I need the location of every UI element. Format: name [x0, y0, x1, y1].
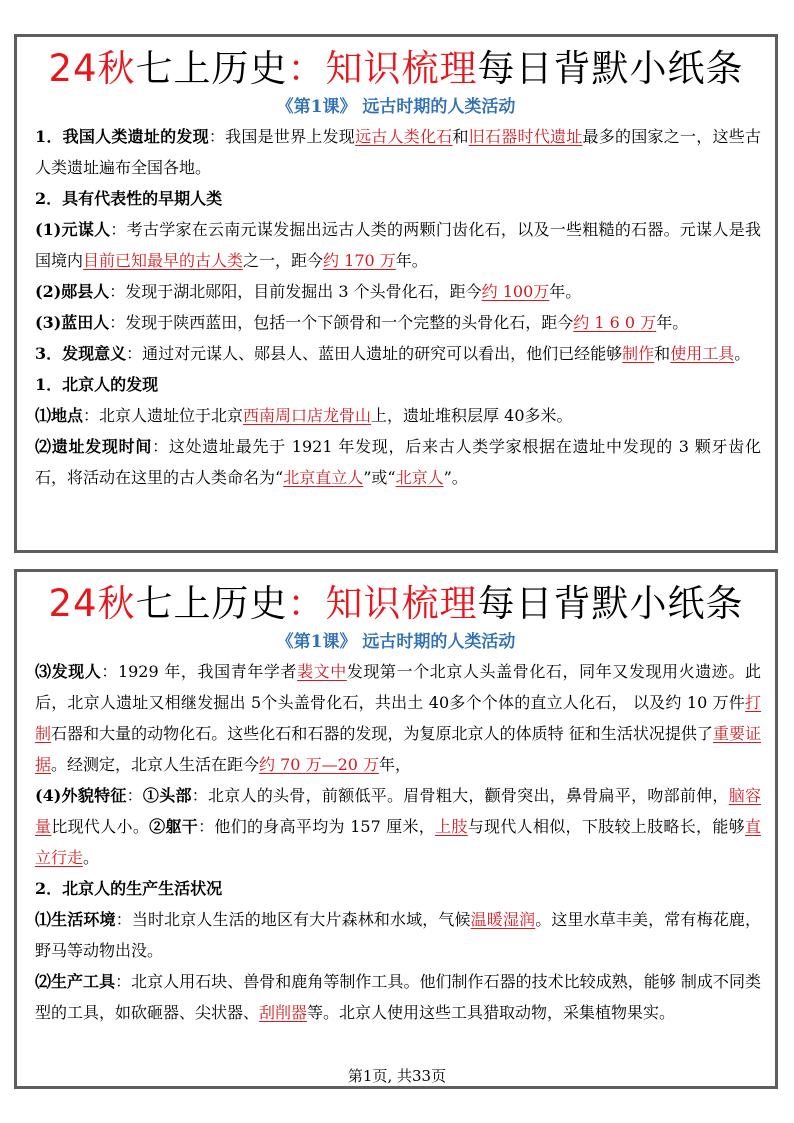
body-text: 最多的国家之一，这些古人类遗址遍布全国各地。 [35, 127, 761, 177]
paragraph [35, 307, 761, 338]
title-tail: 每日背默小纸条 [477, 582, 744, 625]
body-text: 上，遗址堆积层厚 40多米。 [371, 406, 573, 425]
heading-text: 2．北京人的生产生活状况 [35, 879, 223, 898]
body-text: 和 [654, 344, 671, 363]
title-subject: 七上历史 [135, 582, 288, 625]
card-title [17, 580, 775, 628]
key-term: 西南周口店龙骨山 [243, 406, 372, 425]
body-text: ”。 [443, 468, 468, 487]
heading-text: (4)外貌特征 [35, 786, 127, 805]
paragraph [35, 904, 761, 966]
body-text: ：这处遗址最先于 1921 年发现，后来古人类学家根据在遗址中发现的 3 颗牙齿化石，将活动在这里的古人类命名为“ [35, 437, 761, 487]
study-card-1 [14, 34, 778, 553]
body-text: ：发现于陕西蓝田，包括一个下颌骨和一个完整的头骨化石，距今 [109, 313, 574, 332]
title-topic: 知识梳理 [325, 582, 478, 625]
title-subject: 七上历史 [135, 47, 288, 90]
heading-text: 2．具有代表性的早期人类 [35, 189, 223, 208]
heading-text: ⑵遗址发现时间 [35, 437, 153, 456]
heading-text: ②躯干 [149, 817, 199, 836]
body-text: 和 [452, 127, 469, 146]
key-term: 裴文中 [297, 662, 347, 681]
heading-text: ①头部 [142, 786, 192, 805]
key-term: 约 70 万—20 万 [259, 755, 380, 774]
body-text: ：北京人遗址位于北京 [83, 406, 244, 425]
heading-text: 3．发现意义 [35, 344, 127, 363]
paragraph [35, 338, 761, 369]
key-term: 打制 [35, 693, 761, 743]
key-term: 直立行走 [35, 817, 761, 867]
paragraph [35, 121, 761, 183]
paragraph [35, 780, 761, 873]
page-footer: 第1页, 共33页 [347, 1067, 447, 1085]
body-text: 石器和大量的动物化石。这些化石和石器的发现，为复原北京人的体质特 征和生活状况提供了 [51, 724, 713, 743]
body-text: 比现代人小。 [51, 817, 150, 836]
body-text: ： [126, 786, 143, 805]
heading-text: ⑴地点 [35, 406, 84, 425]
key-term: 上肢 [435, 817, 468, 836]
body-text: 之一，距今 [243, 251, 324, 270]
paragraph [35, 400, 761, 431]
heading-text: 1．我国人类遗址的发现 [35, 127, 209, 146]
key-term: 目前已知最早的古人类 [83, 251, 244, 270]
body-text: ：1929 年，我国青年学者 [101, 662, 298, 681]
paragraph [35, 369, 761, 400]
key-term: 远古人类化石 [355, 127, 453, 146]
title-season: 24秋 [48, 582, 136, 625]
heading-text: (1)元谋人 [35, 220, 111, 239]
body-text: 。经测定，北京人生活在距今 [51, 755, 260, 774]
title-colon: ： [287, 47, 326, 90]
card-body [17, 656, 775, 1028]
body-text: ：北京人的头骨，前额低平。眉骨粗大，颧骨突出，鼻骨扁平，吻部前伸， [191, 786, 729, 805]
body-text: 。 [734, 344, 751, 363]
key-term: 重要证据 [35, 724, 761, 774]
key-term: 约 1 6 0 万 [573, 313, 657, 332]
body-text: 年， [379, 755, 412, 774]
body-text: ：考古学家在云南元谋发掘出远古人类的两颗门齿化石，以及一些粗糙的石器。元谋人是我国境内 [35, 220, 761, 270]
body-text: ：他们的身高平均为 157 厘米， [198, 817, 436, 836]
key-term: 刮削器 [259, 1003, 308, 1022]
paragraph [35, 431, 761, 493]
key-term: 北京直立人 [283, 468, 364, 487]
body-text: ：通过对元谋人、郧县人、蓝田人遗址的研究可以看出，他们已经能够 [126, 344, 623, 363]
lesson-subtitle: 《第1课》 远古时期的人类活动 [276, 632, 516, 652]
body-text: 年。 [549, 282, 582, 301]
body-text: ：我国是世界上发现 [208, 127, 356, 146]
body-text: ：北京人用石块、兽骨和鹿角等制作工具。他们制作石器的技术比较成熟，能够 制成不同类型的工具，如砍砸器、尖状器、 [35, 972, 761, 1022]
body-text: 等。北京人使用这些工具猎取动物，采集植物果实。 [307, 1003, 676, 1022]
title-topic: 知识梳理 [325, 47, 478, 90]
key-term: 北京人 [395, 468, 444, 487]
key-term: 使用工具 [670, 344, 735, 363]
body-text: ：发现于湖北郧阳，目前发掘出 3 个头骨化石，距今 [109, 282, 482, 301]
key-term: 脑容量 [35, 786, 761, 836]
card-title [17, 45, 775, 93]
key-term: 约 170 万 [323, 251, 396, 270]
body-text: 年。 [656, 313, 689, 332]
paragraph [35, 966, 761, 1028]
heading-text: (2)郧县人 [35, 282, 110, 301]
lesson-subtitle: 《第1课》 远古时期的人类活动 [276, 97, 516, 117]
body-text: ：当时北京人生活的地区有大片森林和水域，气候 [115, 910, 471, 929]
heading-text: (3)蓝田人 [35, 313, 110, 332]
title-tail: 每日背默小纸条 [477, 47, 744, 90]
body-text: 。 [83, 848, 100, 867]
title-colon: ： [287, 582, 326, 625]
body-text: ”或“ [363, 468, 396, 487]
paragraph [35, 214, 761, 276]
card-body [17, 121, 775, 493]
paragraph [35, 656, 761, 780]
heading-text: ⑵生产工具 [35, 972, 116, 991]
key-term: 制作 [622, 344, 655, 363]
key-term: 温暖湿润 [470, 910, 536, 929]
paragraph [35, 183, 761, 214]
key-term: 约 100万 [481, 282, 550, 301]
study-card-2 [14, 569, 778, 1089]
paragraph [35, 873, 761, 904]
heading-text: ⑶发现人 [35, 662, 102, 681]
heading-text: 1．北京人的发现 [35, 375, 159, 394]
heading-text: ⑴生活环境 [35, 910, 116, 929]
body-text: 发现第一个北京人头盖骨化石，同年又发现用火遗迹。此后，北京人遗址又相继发掘出 5个头盖骨化石，共出土 40多个个体的直立人化石， 以及约 10 万件 [35, 662, 761, 712]
body-text: 年。 [395, 251, 428, 270]
key-term: 旧石器时代遗址 [468, 127, 583, 146]
body-text: 。这里水草丰美，常有梅花鹿，野马等动物出没。 [35, 910, 761, 960]
body-text: 与现代人相似，下肢较上肢略长，能够 [467, 817, 745, 836]
title-season: 24秋 [48, 47, 136, 90]
paragraph [35, 276, 761, 307]
